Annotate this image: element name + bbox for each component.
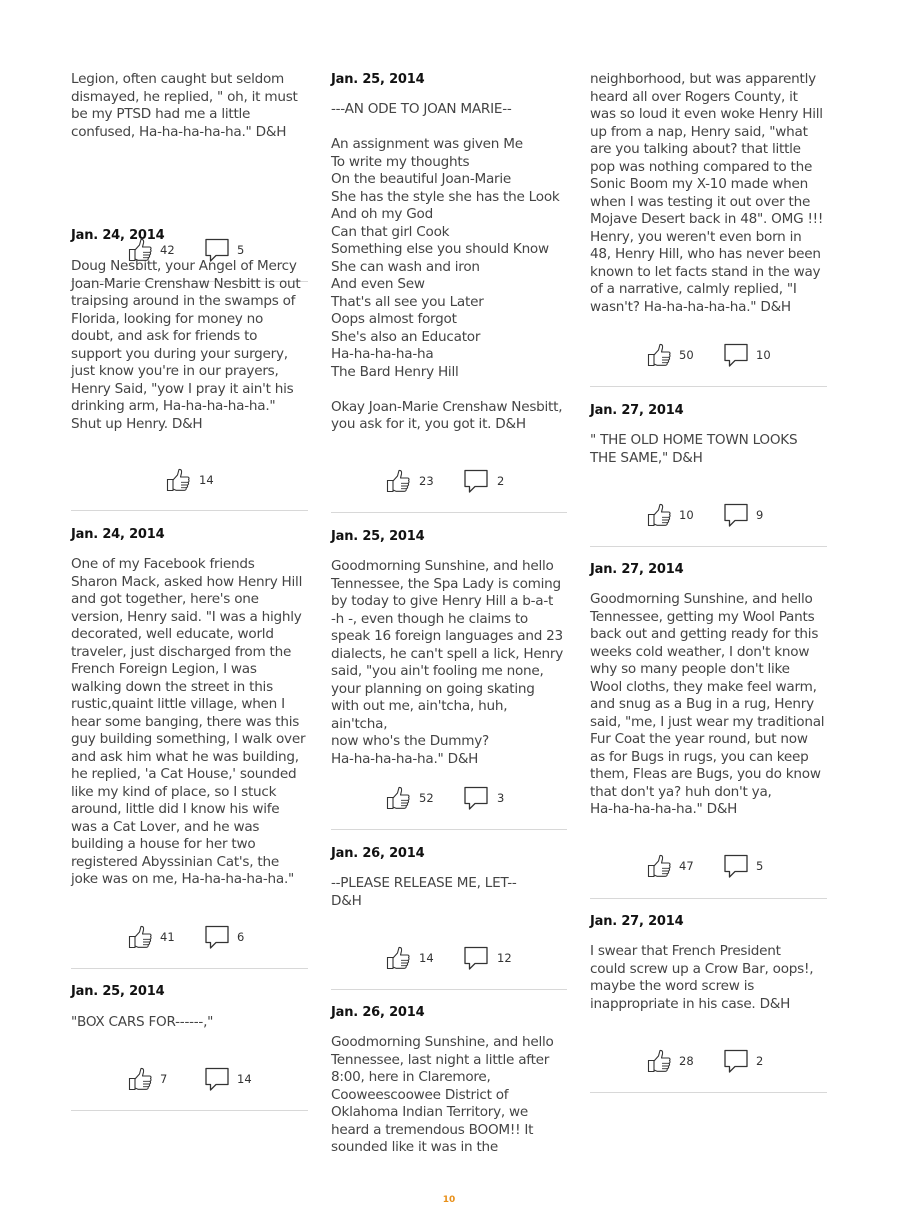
comment-count: 2 (497, 474, 505, 488)
post-date: Jan. 25, 2014 (331, 72, 425, 87)
like-count: 7 (160, 1072, 168, 1086)
post-body: Goodmorning Sunshine, and hello Tennessee, getting my Wool Pants back out and getting ready for this weeks cold weather, I don't know why so many people don't like Wool cloths, they make feel warm, and snug as a Bug in a rug, Henry said, "me, I just wear my traditional Fur Coat the year round, but now as for Bugs in rugs, you can keep them, Fleas are Bugs, you do know that don't ya? huh don't ya, Ha-ha-ha-ha-ha." D&H (590, 591, 825, 817)
post-body: " THE OLD HOME TOWN LOOKS THE SAME," D&H (590, 432, 798, 466)
thumbs-up-icon (127, 924, 153, 950)
post-body: Goodmorning Sunshine, and hello Tennessee, the Spa Lady is coming by today to give Henry Hill a b-a-t -h -, even though he claims to speak 16 foreign languages and 23 dialects, he can't spell a lick, Henry said, "you ain't fooling me none, your planning on going skating with out me, ain'tcha, huh, ain'tcha, now who's the Dummy? Ha-ha-ha-ha-ha." D&H (331, 558, 563, 767)
like-count: 50 (679, 348, 694, 362)
divider (590, 898, 827, 899)
page-number: 10 (442, 1195, 456, 1205)
like-count: 52 (419, 791, 434, 805)
divider (590, 1092, 827, 1093)
comment-count: 5 (237, 243, 245, 257)
divider (590, 546, 827, 547)
divider (331, 989, 567, 990)
comment-count: 3 (497, 791, 505, 805)
like-count: 10 (679, 508, 694, 522)
comment-bubble-icon (204, 924, 230, 950)
post-date: Jan. 25, 2014 (71, 984, 165, 999)
post-date: Jan. 25, 2014 (331, 529, 425, 544)
divider (590, 386, 827, 387)
comment-count: 6 (237, 930, 245, 944)
post-date: Jan. 27, 2014 (590, 914, 684, 929)
like-count: 42 (160, 243, 175, 257)
thumbs-up-icon (385, 468, 411, 494)
divider (71, 510, 308, 511)
like-count: 47 (679, 859, 694, 873)
comment-bubble-icon (204, 1066, 230, 1092)
divider (331, 512, 567, 513)
post-body: Doug Nesbitt, your Angel of Mercy Joan-Marie Crenshaw Nesbitt is out traipsing around in the swamps of Florida, looking for money no doubt, and ask for friends to support you during your surgery, just know you're in our prayers, Henry Said, "yow I pray it ain't his drinking arm, Ha-ha-ha-ha-ha." Shut up Henry. D&H (71, 258, 301, 432)
comment-bubble-icon (463, 468, 489, 494)
post-body: ---AN ODE TO JOAN MARIE-- An assignment was given Me To write my thoughts On the beautiful Joan-Marie She has the style she has the Look And oh my God Can that girl Cook Something else you should Know She can wash and iron And even Sew That's all see you Later Oops almost forgot She's also an Educator Ha-ha-ha-ha-ha The Bard Henry Hill Okay Joan-Marie Crenshaw Nesbitt, you ask for it, you got it. D&H (331, 101, 563, 432)
comment-count: 12 (497, 951, 512, 965)
thumbs-up-icon (385, 785, 411, 811)
post-body: One of my Facebook friends Sharon Mack, asked how Henry Hill and got together, here's one version, Henry said. "I was a highly decorated, well educate, world traveler, just discharged from the French Foreign Legion, I was walking down the street in this rustic,quaint little village, when I hear some banging, there was this guy building something, I walk over and ask him what he was building, he replied, 'a Cat House,' sounded like my kind of place, so I stuck around, little did I know his wife was a Cat Lover, and he was building a house for her two registered Abyssinian Cat's, the joke was on me, Ha-ha-ha-ha-ha." (71, 556, 306, 887)
comment-count: 10 (756, 348, 771, 362)
like-count: 41 (160, 930, 175, 944)
post-body: --PLEASE RELEASE ME, LET-- D&H (331, 875, 517, 909)
like-count: 14 (419, 951, 434, 965)
divider (71, 968, 308, 969)
thumbs-up-icon (646, 342, 672, 368)
post-date: Jan. 24, 2014 (71, 527, 165, 542)
comment-bubble-icon (723, 1048, 749, 1074)
thumbs-up-icon (165, 467, 191, 493)
divider (71, 1110, 308, 1111)
post-date: Jan. 24, 2014 (71, 228, 165, 243)
post-date: Jan. 26, 2014 (331, 1005, 425, 1020)
comment-count: 2 (756, 1054, 764, 1068)
comment-count: 14 (237, 1072, 252, 1086)
like-count: 23 (419, 474, 434, 488)
thumbs-up-icon (127, 1066, 153, 1092)
thumbs-up-icon (646, 502, 672, 528)
post-body: Goodmorning Sunshine, and hello Tennessee, last night a little after 8:00, here in Claremore, Cooweescoowee District of Oklahoma Indian Territory, we heard a tremendous BOOM!! It sounded like it was in the (331, 1034, 554, 1155)
comment-bubble-icon (463, 785, 489, 811)
post-body: neighborhood, but was apparently heard all over Rogers County, it was so loud it even woke Henry Hill up from a nap, Henry said, "what are you talking about? that little pop was nothing compared to the Sonic Boom my X-10 made when when I was testing it out over the Mojave Desert back in 48". OMG !!! Henry, you weren't even born in 48, Henry Hill, who has never been known to let facts stand in the way of a narrative, calmly replied, "I wasn't? Ha-ha-ha-ha-ha." D&H (590, 71, 824, 315)
post-body: Legion, often caught but seldom dismayed, he replied, " oh, it must be my PTSD had me a little confused, Ha-ha-ha-ha-ha." D&H (71, 71, 298, 140)
comment-bubble-icon (723, 502, 749, 528)
thumbs-up-icon (385, 945, 411, 971)
post-body: I swear that French President could screw up a Crow Bar, oops!, maybe the word screw is inappropriate in his case. D&H (590, 943, 814, 1012)
comment-bubble-icon (723, 342, 749, 368)
comment-count: 5 (756, 859, 764, 873)
comment-bubble-icon (723, 853, 749, 879)
like-count: 14 (199, 473, 214, 487)
comment-count: 9 (756, 508, 764, 522)
divider (331, 829, 567, 830)
thumbs-up-icon (646, 853, 672, 879)
comment-bubble-icon (463, 945, 489, 971)
like-count: 28 (679, 1054, 694, 1068)
thumbs-up-icon (646, 1048, 672, 1074)
post-date: Jan. 27, 2014 (590, 562, 684, 577)
post-date: Jan. 26, 2014 (331, 846, 425, 861)
post-date: Jan. 27, 2014 (590, 403, 684, 418)
post-body: "BOX CARS FOR------," (71, 1014, 214, 1030)
